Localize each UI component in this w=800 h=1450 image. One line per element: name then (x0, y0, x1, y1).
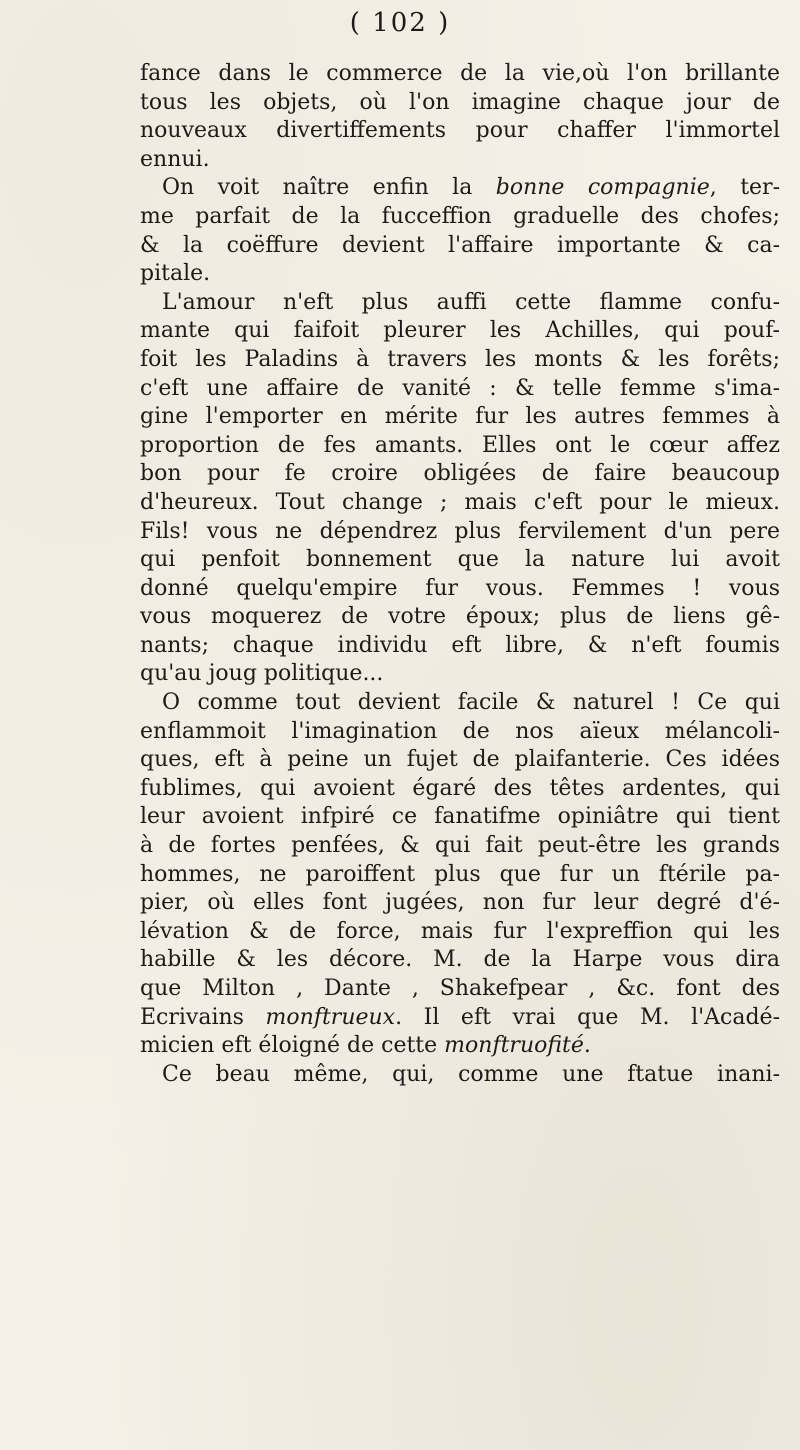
text-line: fublimes, qui avoient égaré des têtes ardentes, qui (140, 775, 780, 801)
text-segment: , ter- (709, 175, 781, 201)
text-line: L'amour n'eft plus auffi cette flamme confu- (162, 289, 780, 315)
text-line: hommes, ne paroiffent plus que fur un ftérile pa- (140, 861, 780, 887)
text-line: mante qui faifoit pleurer les Achilles, qui pouf- (140, 318, 780, 344)
text-line: c'eft une affaire de vanité : & telle femme s'ima- (140, 375, 780, 401)
text-line: & la coëffure devient l'affaire importante & ca- (140, 232, 780, 258)
text-line: à de fortes penfées, & qui fait peut-être les grands (140, 833, 780, 859)
body-text (140, 60, 780, 1089)
text-line: fance dans le commerce de la vie,où l'on brillante (140, 61, 780, 86)
text-line: d'heureux. Tout change ; mais c'eft pour le mieux. (140, 489, 780, 515)
text-line: pier, où elles font jugées, non fur leur degré d'é- (140, 890, 780, 916)
italic-phrase: bonne compagnie (495, 175, 710, 201)
text-line: lévation & de force, mais fur l'expreffion qui les (140, 918, 780, 944)
text-line (140, 1004, 780, 1033)
italic-phrase: monftrueux (265, 1004, 396, 1030)
text-line: me parfait de la fucceffion graduelle des chofes; (140, 203, 780, 229)
text-line: habille & les décore. M. de la Harpe vous dira (140, 947, 780, 973)
text-segment: On voit naître enfin la (162, 175, 496, 201)
text-line: donné quelqu'empire fur vous. Femmes ! vous (140, 575, 780, 601)
text-line: pitale. (140, 261, 211, 287)
text-line: foit les Paladins à travers les monts & les forêts; (140, 346, 780, 372)
text-line: qui penfoit bonnement que la nature lui avoit (140, 547, 780, 573)
text-line (140, 174, 780, 203)
text-line: enflammoit l'imagination de nos aïeux mélancoli- (140, 718, 780, 744)
text-line: O comme tout devient facile & naturel ! Ce qui (162, 690, 780, 716)
text-line: qu'au joug politique... (140, 661, 384, 687)
text-line: vous moquerez de votre époux; plus de liens gê- (140, 604, 780, 630)
text-line: ques, eft à peine un fujet de plaifanterie. Ces idées (140, 747, 780, 773)
text-line: Fils! vous ne dépendrez plus fervilement d'un pere (140, 518, 780, 544)
text-line (140, 1032, 780, 1061)
text-segment: . Il eft vrai que M. l'Acadé- (395, 1004, 781, 1030)
text-segment: micien eft éloigné de cette (140, 1033, 445, 1059)
text-line: ennui. (140, 146, 210, 172)
text-line: que Milton , Dante , Shakefpear , &c. font des (140, 976, 780, 1001)
text-line: nouveaux divertiffements pour chaffer l'immortel (140, 118, 780, 144)
text-line: nants; chaque individu eft libre, & n'eft foumis (140, 632, 780, 658)
text-line: Ce beau même, qui, comme une ftatue inani- (162, 1061, 780, 1087)
text-segment: . (583, 1033, 591, 1059)
italic-phrase: monftruofité (444, 1033, 584, 1059)
text-line: gine l'emporter en mérite fur les autres femmes à (140, 404, 780, 430)
text-line: bon pour fe croire obligées de faire beaucoup (140, 461, 780, 487)
text-segment: Ecrivains (140, 1004, 266, 1030)
text-line: leur avoient infpiré ce fanatifme opiniâtre qui tient (140, 804, 780, 830)
page-number: ( 102 ) (349, 8, 451, 38)
text-line: tous les objets, où l'on imagine chaque jour de (140, 89, 780, 115)
text-line: proportion de fes amants. Elles ont le cœur affez (140, 432, 780, 458)
